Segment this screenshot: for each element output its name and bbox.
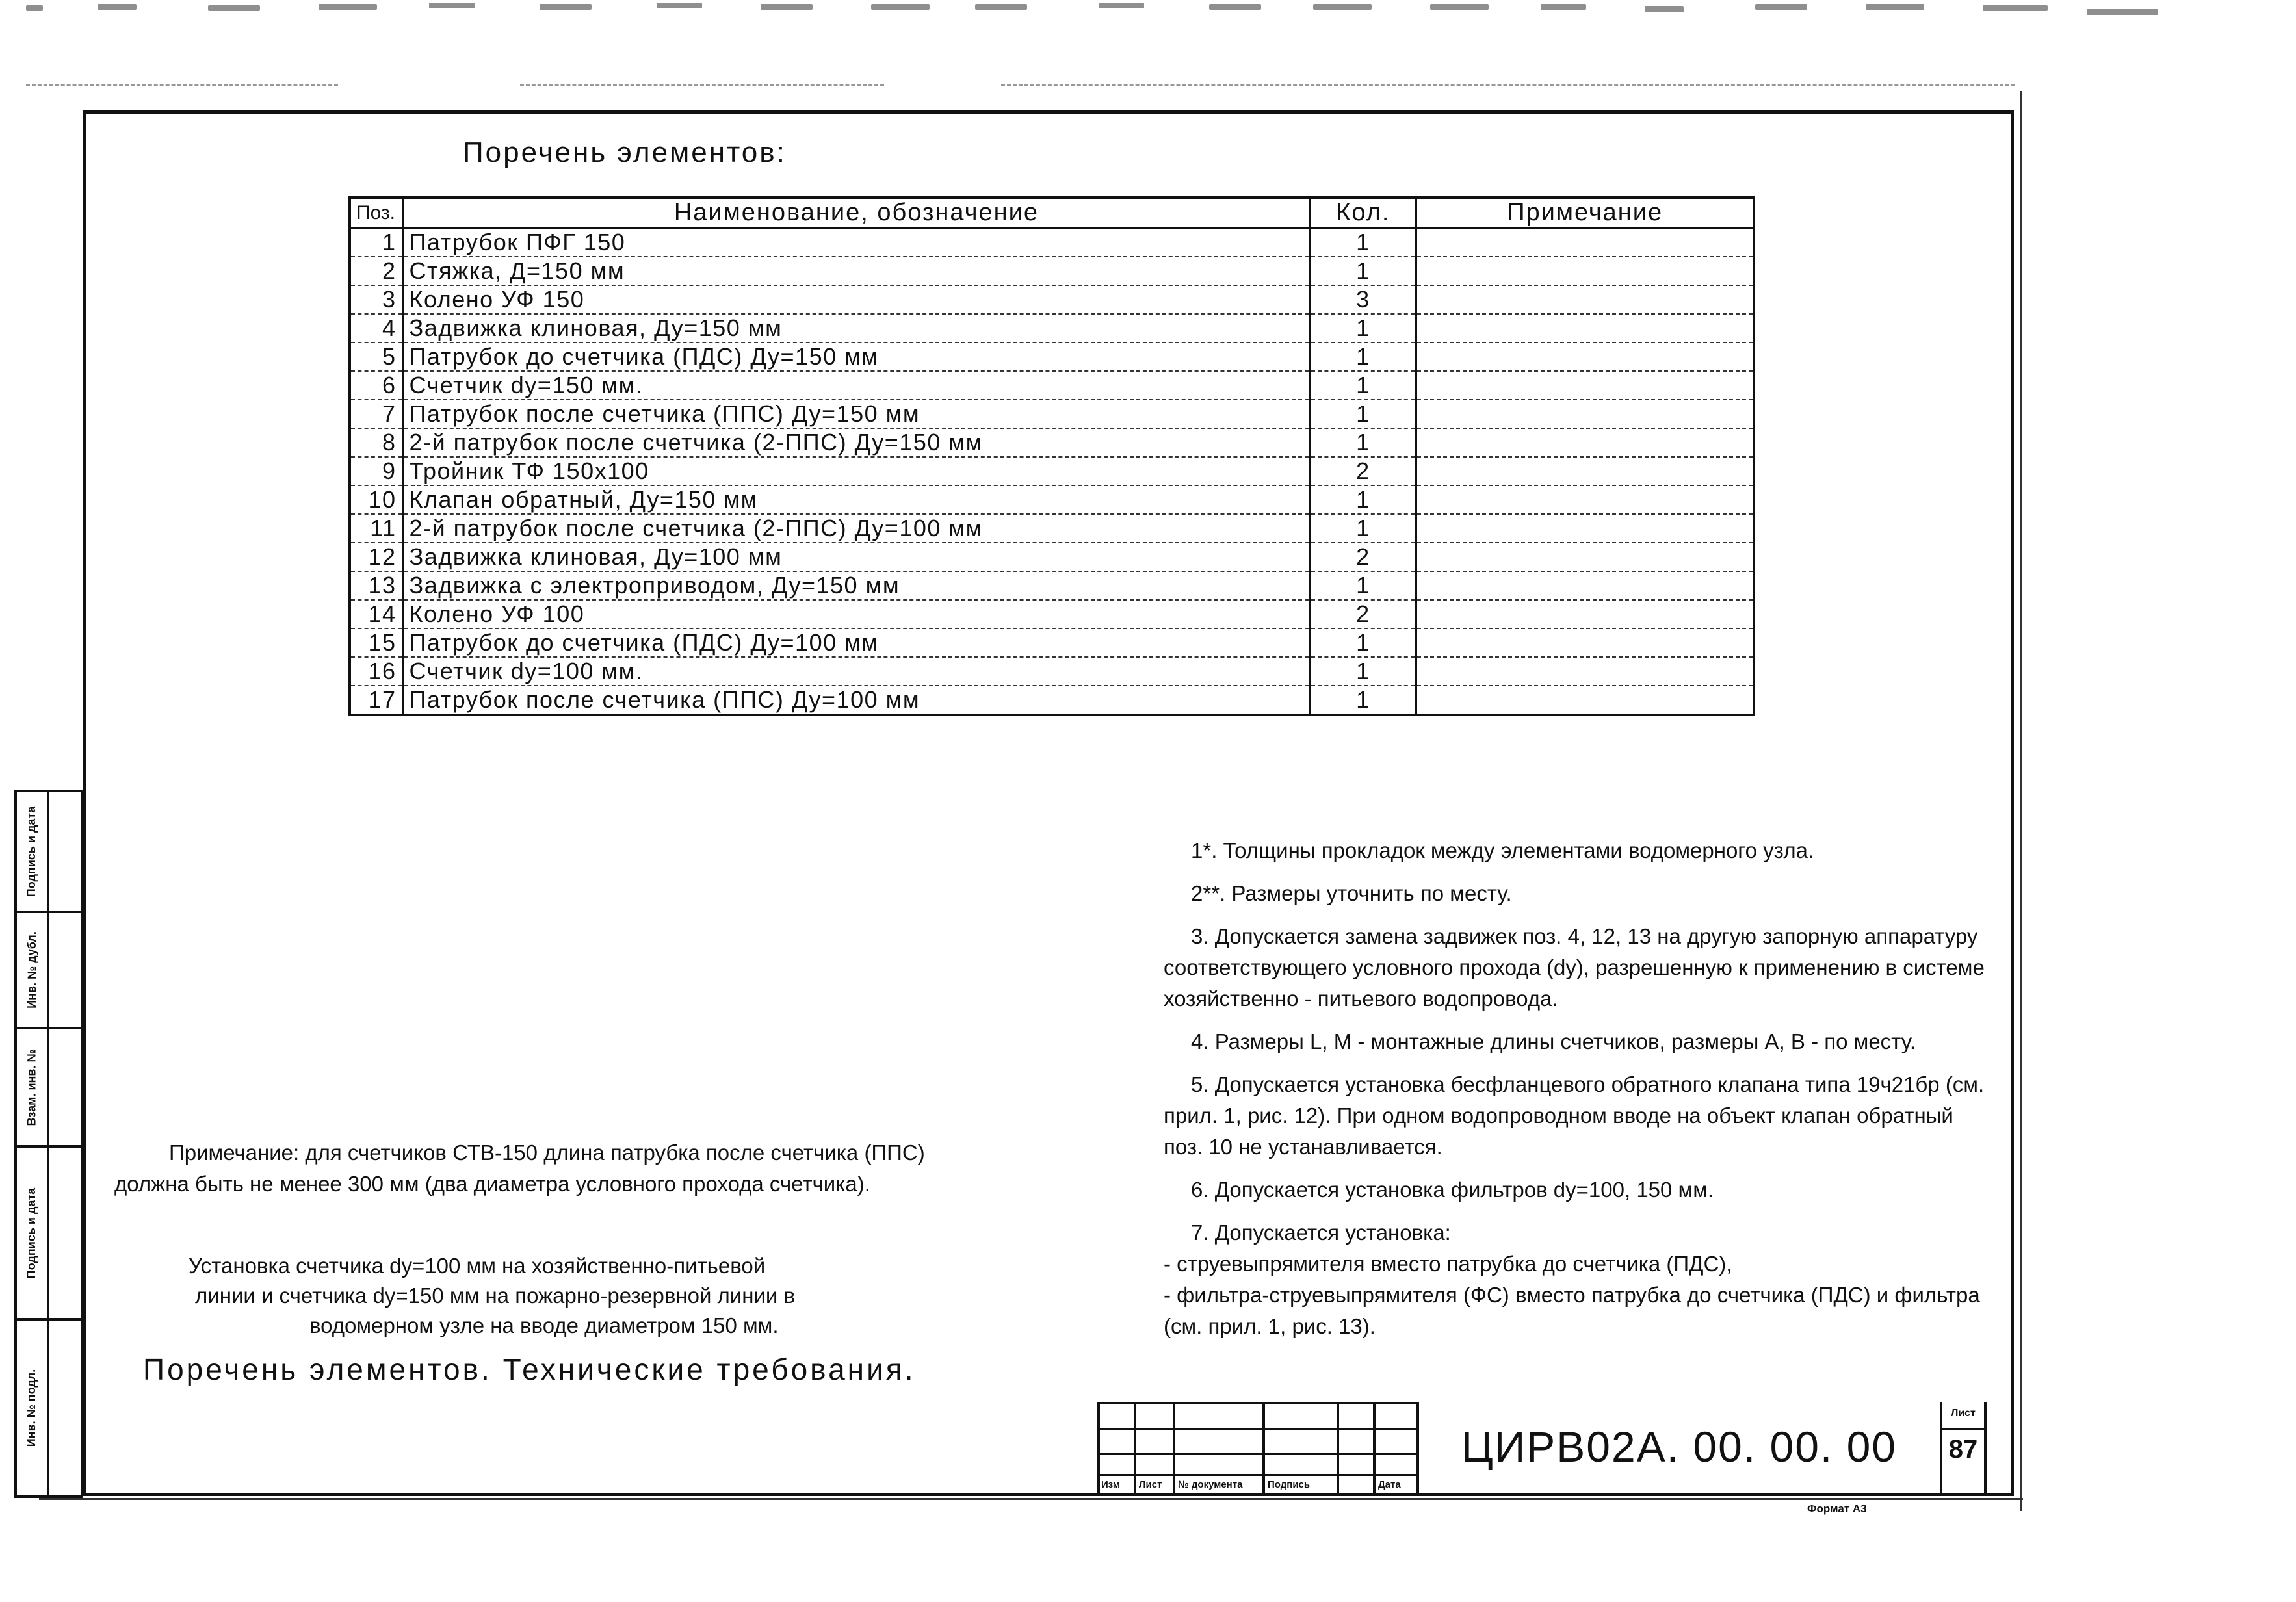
note-item: - струевыпрямителя вместо патрубка до счетчика (ПДС), (1164, 1252, 1732, 1276)
cell-name: 2-й патрубок после счетчика (2-ППС) Ду=150 мм (403, 428, 1311, 457)
strip-cell (17, 1148, 81, 1318)
sheet-label: Лист (1951, 1408, 1976, 1419)
header-pos: Поз. (350, 198, 403, 228)
caption-date: Дата (1378, 1479, 1401, 1490)
cell-name: Колено УФ 100 (403, 600, 1311, 628)
outer-border-right (2020, 91, 2022, 1511)
cell-pos: 13 (350, 571, 403, 600)
table-row (350, 428, 1754, 457)
cell-pos: 12 (350, 543, 403, 571)
cell-note (1416, 314, 1754, 342)
cell-pos: 3 (350, 285, 403, 314)
strip-label: Подпись и дата (25, 806, 38, 897)
header-name: Наименование, обозначение (403, 198, 1311, 228)
cell-qty: 2 (1310, 457, 1416, 485)
header-qty: Кол. (1310, 198, 1416, 228)
cell-name: 2-й патрубок после счетчика (2-ППС) Ду=100 мм (403, 514, 1311, 543)
title-block (1097, 1402, 2014, 1496)
note-item: 2**. Размеры уточнить по месту. (1191, 881, 1512, 905)
cell-qty: 1 (1310, 257, 1416, 285)
technical-notes (1164, 835, 1996, 1354)
table-row (350, 371, 1754, 400)
cell-pos: 6 (350, 371, 403, 400)
table-row (350, 228, 1754, 257)
cell-note (1416, 257, 1754, 285)
cell-name: Тройник ТФ 150х100 (403, 457, 1311, 485)
cell-note (1416, 400, 1754, 428)
left-stamp-strip (14, 790, 83, 1498)
note-item: 5. Допускается установка бесфланцевого обратного клапана типа 19ч21бр (см. прил. 1, рис. 12). При одном водопроводном вводе на объект клапан обратный поз. 10 не устанавливается. (1164, 1072, 1985, 1159)
cell-note (1416, 571, 1754, 600)
cell-pos: 2 (350, 257, 403, 285)
strip-cell (17, 1029, 81, 1145)
table-row (350, 314, 1754, 342)
install-line: линии и счетчика dy=150 мм на пожарно-резервной линии в (195, 1284, 796, 1308)
cell-pos: 7 (350, 400, 403, 428)
table-row (350, 485, 1754, 514)
cell-pos: 5 (350, 342, 403, 371)
caption-sign: Подпись (1268, 1479, 1311, 1490)
outer-border-bottom (39, 1498, 2023, 1500)
cell-name: Патрубок до счетчика (ПДС) Ду=150 мм (403, 342, 1311, 371)
table-row (350, 657, 1754, 686)
caption-izm: Изм (1101, 1479, 1120, 1490)
cell-qty: 1 (1310, 314, 1416, 342)
caption-doc: № документа (1178, 1479, 1243, 1490)
cell-name: Стяжка, Д=150 мм (403, 257, 1311, 285)
strip-label: Инв. № подл. (25, 1369, 38, 1447)
cell-qty: 1 (1310, 400, 1416, 428)
cell-qty: 1 (1310, 428, 1416, 457)
cell-note (1416, 543, 1754, 571)
table-row (350, 285, 1754, 314)
cell-qty: 1 (1310, 485, 1416, 514)
table-row (350, 600, 1754, 628)
cell-qty: 2 (1310, 543, 1416, 571)
note-item: 6. Допускается установка фильтров dy=100, 150 мм. (1191, 1178, 1714, 1202)
table-row (350, 400, 1754, 428)
strip-label: Подпись и дата (25, 1187, 38, 1278)
table-row (350, 342, 1754, 371)
table-row (350, 686, 1754, 715)
strip-cell (17, 913, 81, 1027)
table-row (350, 257, 1754, 285)
table-row (350, 457, 1754, 485)
cell-qty: 1 (1310, 514, 1416, 543)
cell-name: Патрубок после счетчика (ППС) Ду=100 мм (403, 686, 1311, 715)
cell-qty: 3 (1310, 285, 1416, 314)
strip-label: Инв. № дубл. (25, 931, 38, 1009)
table-row (350, 514, 1754, 543)
note-item: 1*. Толщины прокладок между элементами водомерного узла. (1191, 838, 1814, 862)
cell-pos: 8 (350, 428, 403, 457)
header-note: Примечание (1416, 198, 1754, 228)
note-item: 4. Размеры L, M - монтажные длины счетчиков, размеры A, B - по месту. (1191, 1029, 1916, 1053)
document-code: ЦИРВ02А. 00. 00. 00 (1461, 1423, 1897, 1471)
cell-name: Счетчик dy=100 мм. (403, 657, 1311, 686)
cell-pos: 15 (350, 628, 403, 657)
page-title: Поречень элементов: (463, 136, 787, 168)
caption-list: Лист (1139, 1479, 1162, 1490)
table-row (350, 543, 1754, 571)
cell-pos: 4 (350, 314, 403, 342)
cell-qty: 1 (1310, 342, 1416, 371)
cell-name: Задвижка клиновая, Ду=150 мм (403, 314, 1311, 342)
format-label: Формат А3 (1807, 1503, 1867, 1515)
cell-pos: 17 (350, 686, 403, 715)
cell-qty: 1 (1310, 657, 1416, 686)
note-item: - фильтра-струевыпрямителя (ФС) вместо патрубка до счетчика (ПДС) и фильтра (см. прил. 1, рис. 13). (1164, 1283, 1980, 1338)
sheet-number: 87 (1948, 1435, 1978, 1464)
cell-qty: 1 (1310, 571, 1416, 600)
cell-qty: 1 (1310, 686, 1416, 715)
cell-note (1416, 285, 1754, 314)
remark-line: Примечание: для счетчиков СТВ-150 длина патрубка после счетчика (ППС) (169, 1141, 925, 1165)
table-header-row (350, 198, 1754, 228)
cell-qty: 1 (1310, 628, 1416, 657)
cell-pos: 1 (350, 228, 403, 257)
cell-name: Задвижка с электроприводом, Ду=150 мм (403, 571, 1311, 600)
cell-note (1416, 342, 1754, 371)
sheet-box (1940, 1402, 1987, 1496)
remark-line: должна быть не менее 300 мм (два диаметра условного прохода счетчика). (114, 1172, 870, 1196)
cell-note (1416, 371, 1754, 400)
cell-note (1416, 600, 1754, 628)
revision-grid (1097, 1402, 1419, 1496)
cell-note (1416, 428, 1754, 457)
cell-qty: 1 (1310, 228, 1416, 257)
note-item: 7. Допускается установка: (1191, 1221, 1451, 1245)
cell-note (1416, 657, 1754, 686)
cell-note (1416, 228, 1754, 257)
cell-name: Клапан обратный, Ду=150 мм (403, 485, 1311, 514)
note-item: 3. Допускается замена задвижек поз. 4, 12, 13 на другую запорную аппаратуру соответствующего условного прохода (dy), разрешенную к применению в системе хозяйственно - питьевого водопровода. (1164, 924, 1985, 1011)
cell-pos: 9 (350, 457, 403, 485)
cell-name: Счетчик dy=150 мм. (403, 371, 1311, 400)
cell-note (1416, 686, 1754, 715)
scan-noise-header (0, 0, 2296, 71)
table-body (350, 228, 1754, 716)
install-line: водомерном узле на вводе диаметром 150 мм. (309, 1313, 779, 1337)
cell-pos: 11 (350, 514, 403, 543)
install-line: Установка счетчика dy=100 мм на хозяйственно-питьевой (189, 1254, 766, 1278)
remark-block (114, 1137, 1024, 1200)
strip-cell (17, 792, 81, 911)
cell-pos: 14 (350, 600, 403, 628)
strip-label: Взам. инв. № (25, 1048, 38, 1126)
cell-note (1416, 628, 1754, 657)
strip-cell (17, 1321, 81, 1495)
cell-qty: 2 (1310, 600, 1416, 628)
table-row (350, 571, 1754, 600)
cell-name: Патрубок до счетчика (ПДС) Ду=100 мм (403, 628, 1311, 657)
cell-name: Колено УФ 150 (403, 285, 1311, 314)
cell-note (1416, 485, 1754, 514)
cell-name: Задвижка клиновая, Ду=100 мм (403, 543, 1311, 571)
cell-note (1416, 514, 1754, 543)
sheet-subtitle: Поречень элементов. Технические требования. (143, 1352, 916, 1386)
cell-note (1416, 457, 1754, 485)
table-row (350, 628, 1754, 657)
cell-pos: 16 (350, 657, 403, 686)
install-caption (189, 1251, 904, 1341)
cell-name: Патрубок после счетчика (ППС) Ду=150 мм (403, 400, 1311, 428)
cell-pos: 10 (350, 485, 403, 514)
cell-qty: 1 (1310, 371, 1416, 400)
cell-name: Патрубок ПФГ 150 (403, 228, 1311, 257)
elements-table (348, 196, 1755, 716)
